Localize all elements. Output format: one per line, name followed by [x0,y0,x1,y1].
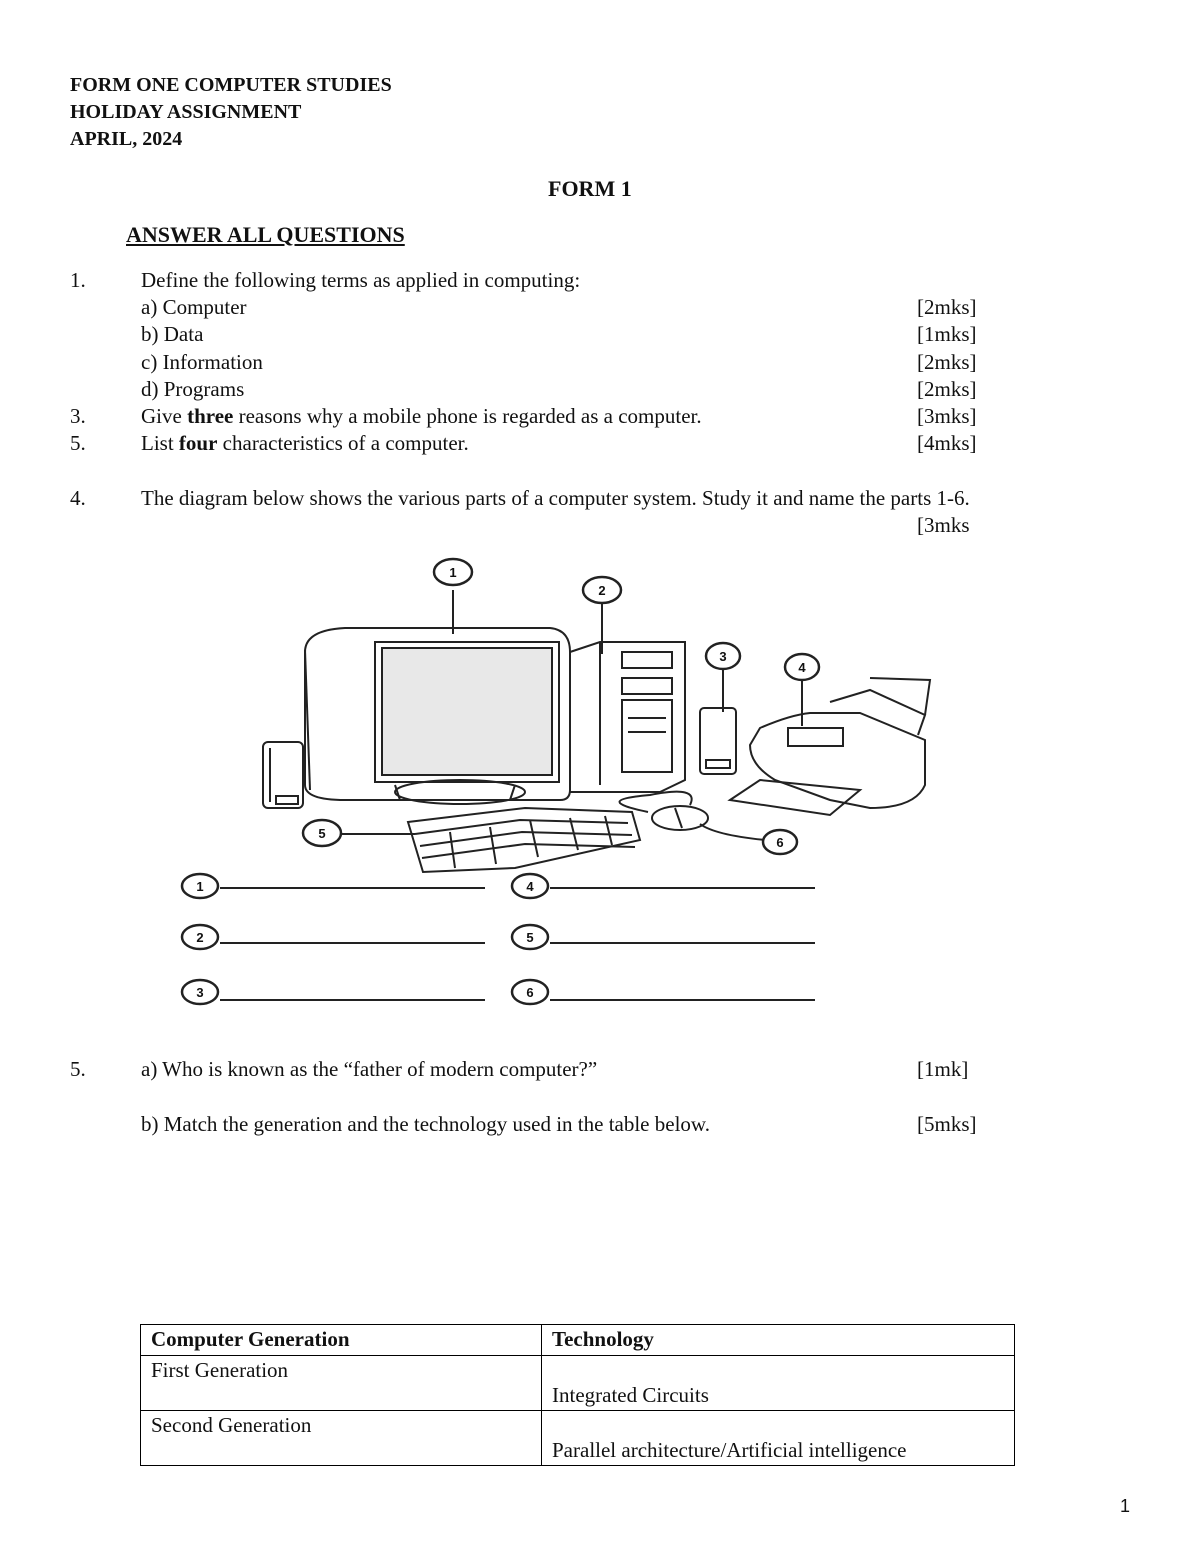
table-header-generation: Computer Generation [141,1325,542,1356]
answer-label-4 [512,874,548,898]
q3-number: 3. [70,404,86,428]
q5b-number: 5. [70,1057,86,1081]
system-unit-illustration [570,642,685,792]
q4-marks: [3mks [917,513,970,537]
computer-system-diagram [170,550,950,1020]
table-cell-generation: First Generation [141,1356,542,1411]
header-line-3: APRIL, 2024 [70,128,183,150]
form-title: FORM 1 [548,176,632,201]
q1-part-b: b) Data [141,322,204,346]
q1-part-d: d) Programs [141,377,245,401]
svg-text:1: 1 [196,879,204,894]
q1-part-c-marks: [2mks] [917,350,977,374]
mouse-illustration [619,792,708,830]
q1-part-d-marks: [2mks] [917,377,977,401]
q1-part-c: c) Information [141,350,263,374]
q4-text: The diagram below shows the various parts of a computer system. Study it and name the parts 1-6. [141,486,970,510]
q3-marks: [3mks] [917,404,977,428]
table-cell-generation: Second Generation [141,1411,542,1466]
table-header-row [141,1325,1015,1356]
svg-text:4: 4 [526,879,534,894]
table-row [141,1411,1015,1466]
page-number: 1 [1120,1496,1131,1516]
q1-text: Define the following terms as applied in computing: [141,268,581,292]
header-line-1: FORM ONE COMPUTER STUDIES [70,74,392,96]
answer-label-2 [182,925,218,949]
q5b-part-a: a) Who is known as the “father of modern computer?” [141,1057,598,1081]
q1-part-b-marks: [1mks] [917,322,977,346]
q5b-part-b-marks: [5mks] [917,1112,977,1136]
svg-text:1: 1 [449,565,457,580]
callout-4-diagram [785,654,819,680]
q5b-part-b: b) Match the generation and the technology used in the table below. [141,1112,710,1136]
svg-text:5: 5 [526,930,534,945]
callout-2-diagram [583,577,621,603]
answer-label-6 [512,980,548,1004]
answer-label-3 [182,980,218,1004]
q4-number: 4. [70,486,86,510]
header-line-2: HOLIDAY ASSIGNMENT [70,101,302,123]
svg-text:3: 3 [719,649,727,664]
left-speaker-illustration [263,742,303,808]
table-cell-technology: Integrated Circuits [542,1356,1015,1411]
q5a-number: 5. [70,431,86,455]
callout-5-diagram [303,820,341,846]
q3-text: Give three reasons why a mobile phone is regarded as a computer. [141,404,702,428]
svg-text:5: 5 [318,826,326,841]
svg-text:2: 2 [196,930,204,945]
keyboard-illustration [408,808,640,872]
q5a-marks: [4mks] [917,431,977,455]
answer-label-5 [512,925,548,949]
instruction-heading: ANSWER ALL QUESTIONS [126,222,405,247]
callout-1-diagram [434,559,472,585]
q1-number: 1. [70,268,86,292]
q5a-text: List four characteristics of a computer. [141,431,469,455]
q1-part-a: a) Computer [141,295,247,319]
monitor-illustration [305,628,570,804]
callout-6-diagram [763,830,797,854]
svg-text:3: 3 [196,985,204,1000]
table-row [141,1356,1015,1411]
svg-text:6: 6 [526,985,534,1000]
printer-illustration [730,678,930,815]
generation-table [140,1324,1015,1466]
callout-3-diagram [706,643,740,669]
table-cell-technology: Parallel architecture/Artificial intelligence [542,1411,1015,1466]
q5b-part-a-marks: [1mk] [917,1057,969,1081]
answer-label-1 [182,874,218,898]
table-header-technology: Technology [542,1325,1015,1356]
q1-part-a-marks: [2mks] [917,295,977,319]
svg-text:4: 4 [798,660,806,675]
right-speaker-illustration [700,708,736,774]
svg-text:2: 2 [598,583,606,598]
svg-text:6: 6 [776,835,784,850]
